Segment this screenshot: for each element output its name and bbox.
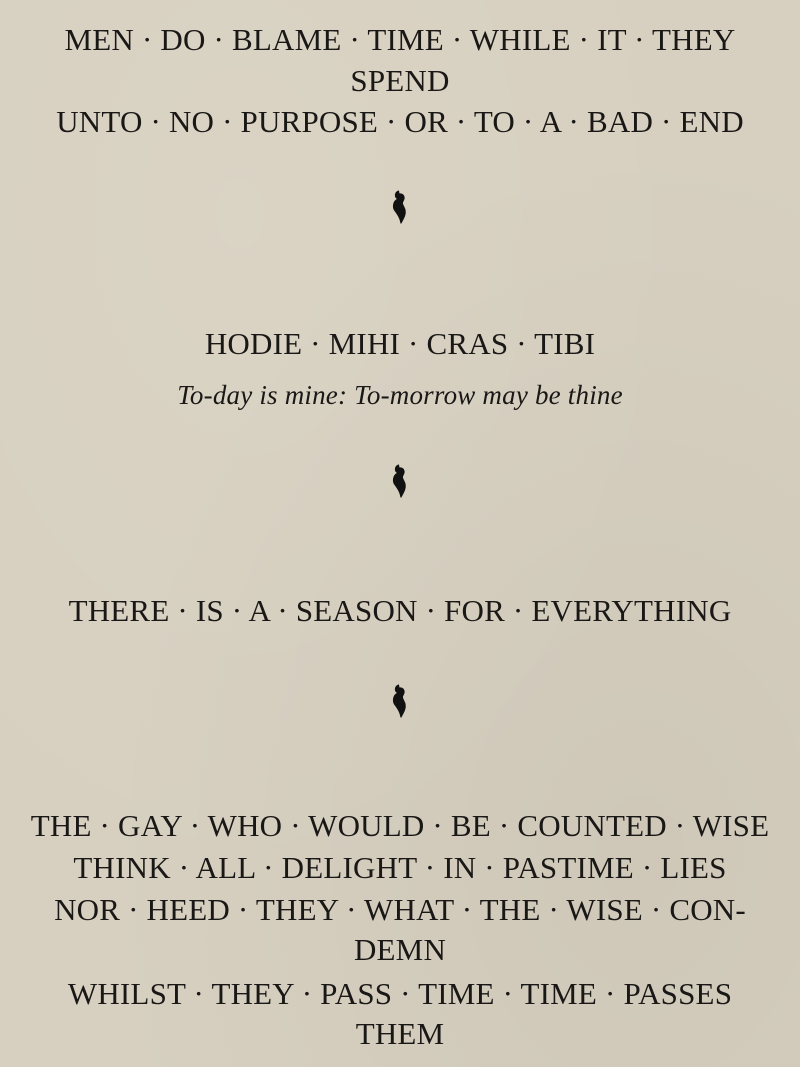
- fleuron-icon: [388, 188, 412, 228]
- verse-line: THEM: [355, 1016, 445, 1051]
- verse-translation: To-day is mine: To-morrow may be thine: [177, 380, 623, 410]
- verse-line: MEN · DO · BLAME · TIME · WHILE · IT · THEY: [64, 22, 736, 57]
- verse-line: THE · GAY · WHO · WOULD · BE · COUNTED · WISE: [30, 808, 770, 843]
- verse-line: HODIE · MIHI · CRAS · TIBI: [204, 326, 596, 361]
- verse-line: THERE · IS · A · SEASON · FOR · EVERYTHING: [68, 593, 732, 628]
- verse-line: SPEND: [350, 63, 450, 98]
- verse-line: WHILST · THEY · PASS · TIME · TIME · PASSES: [67, 976, 733, 1011]
- fleuron-icon: [388, 462, 412, 502]
- fleuron-icon: [388, 682, 412, 722]
- verse-line: THINK · ALL · DELIGHT · IN · PASTIME · LIES: [73, 850, 727, 885]
- verse-line: DEMN: [353, 932, 447, 967]
- verse-line: NOR · HEED · THEY · WHAT · THE · WISE · CON-: [54, 892, 746, 927]
- verse-line: UNTO · NO · PURPOSE · OR · TO · A · BAD · END: [56, 104, 744, 139]
